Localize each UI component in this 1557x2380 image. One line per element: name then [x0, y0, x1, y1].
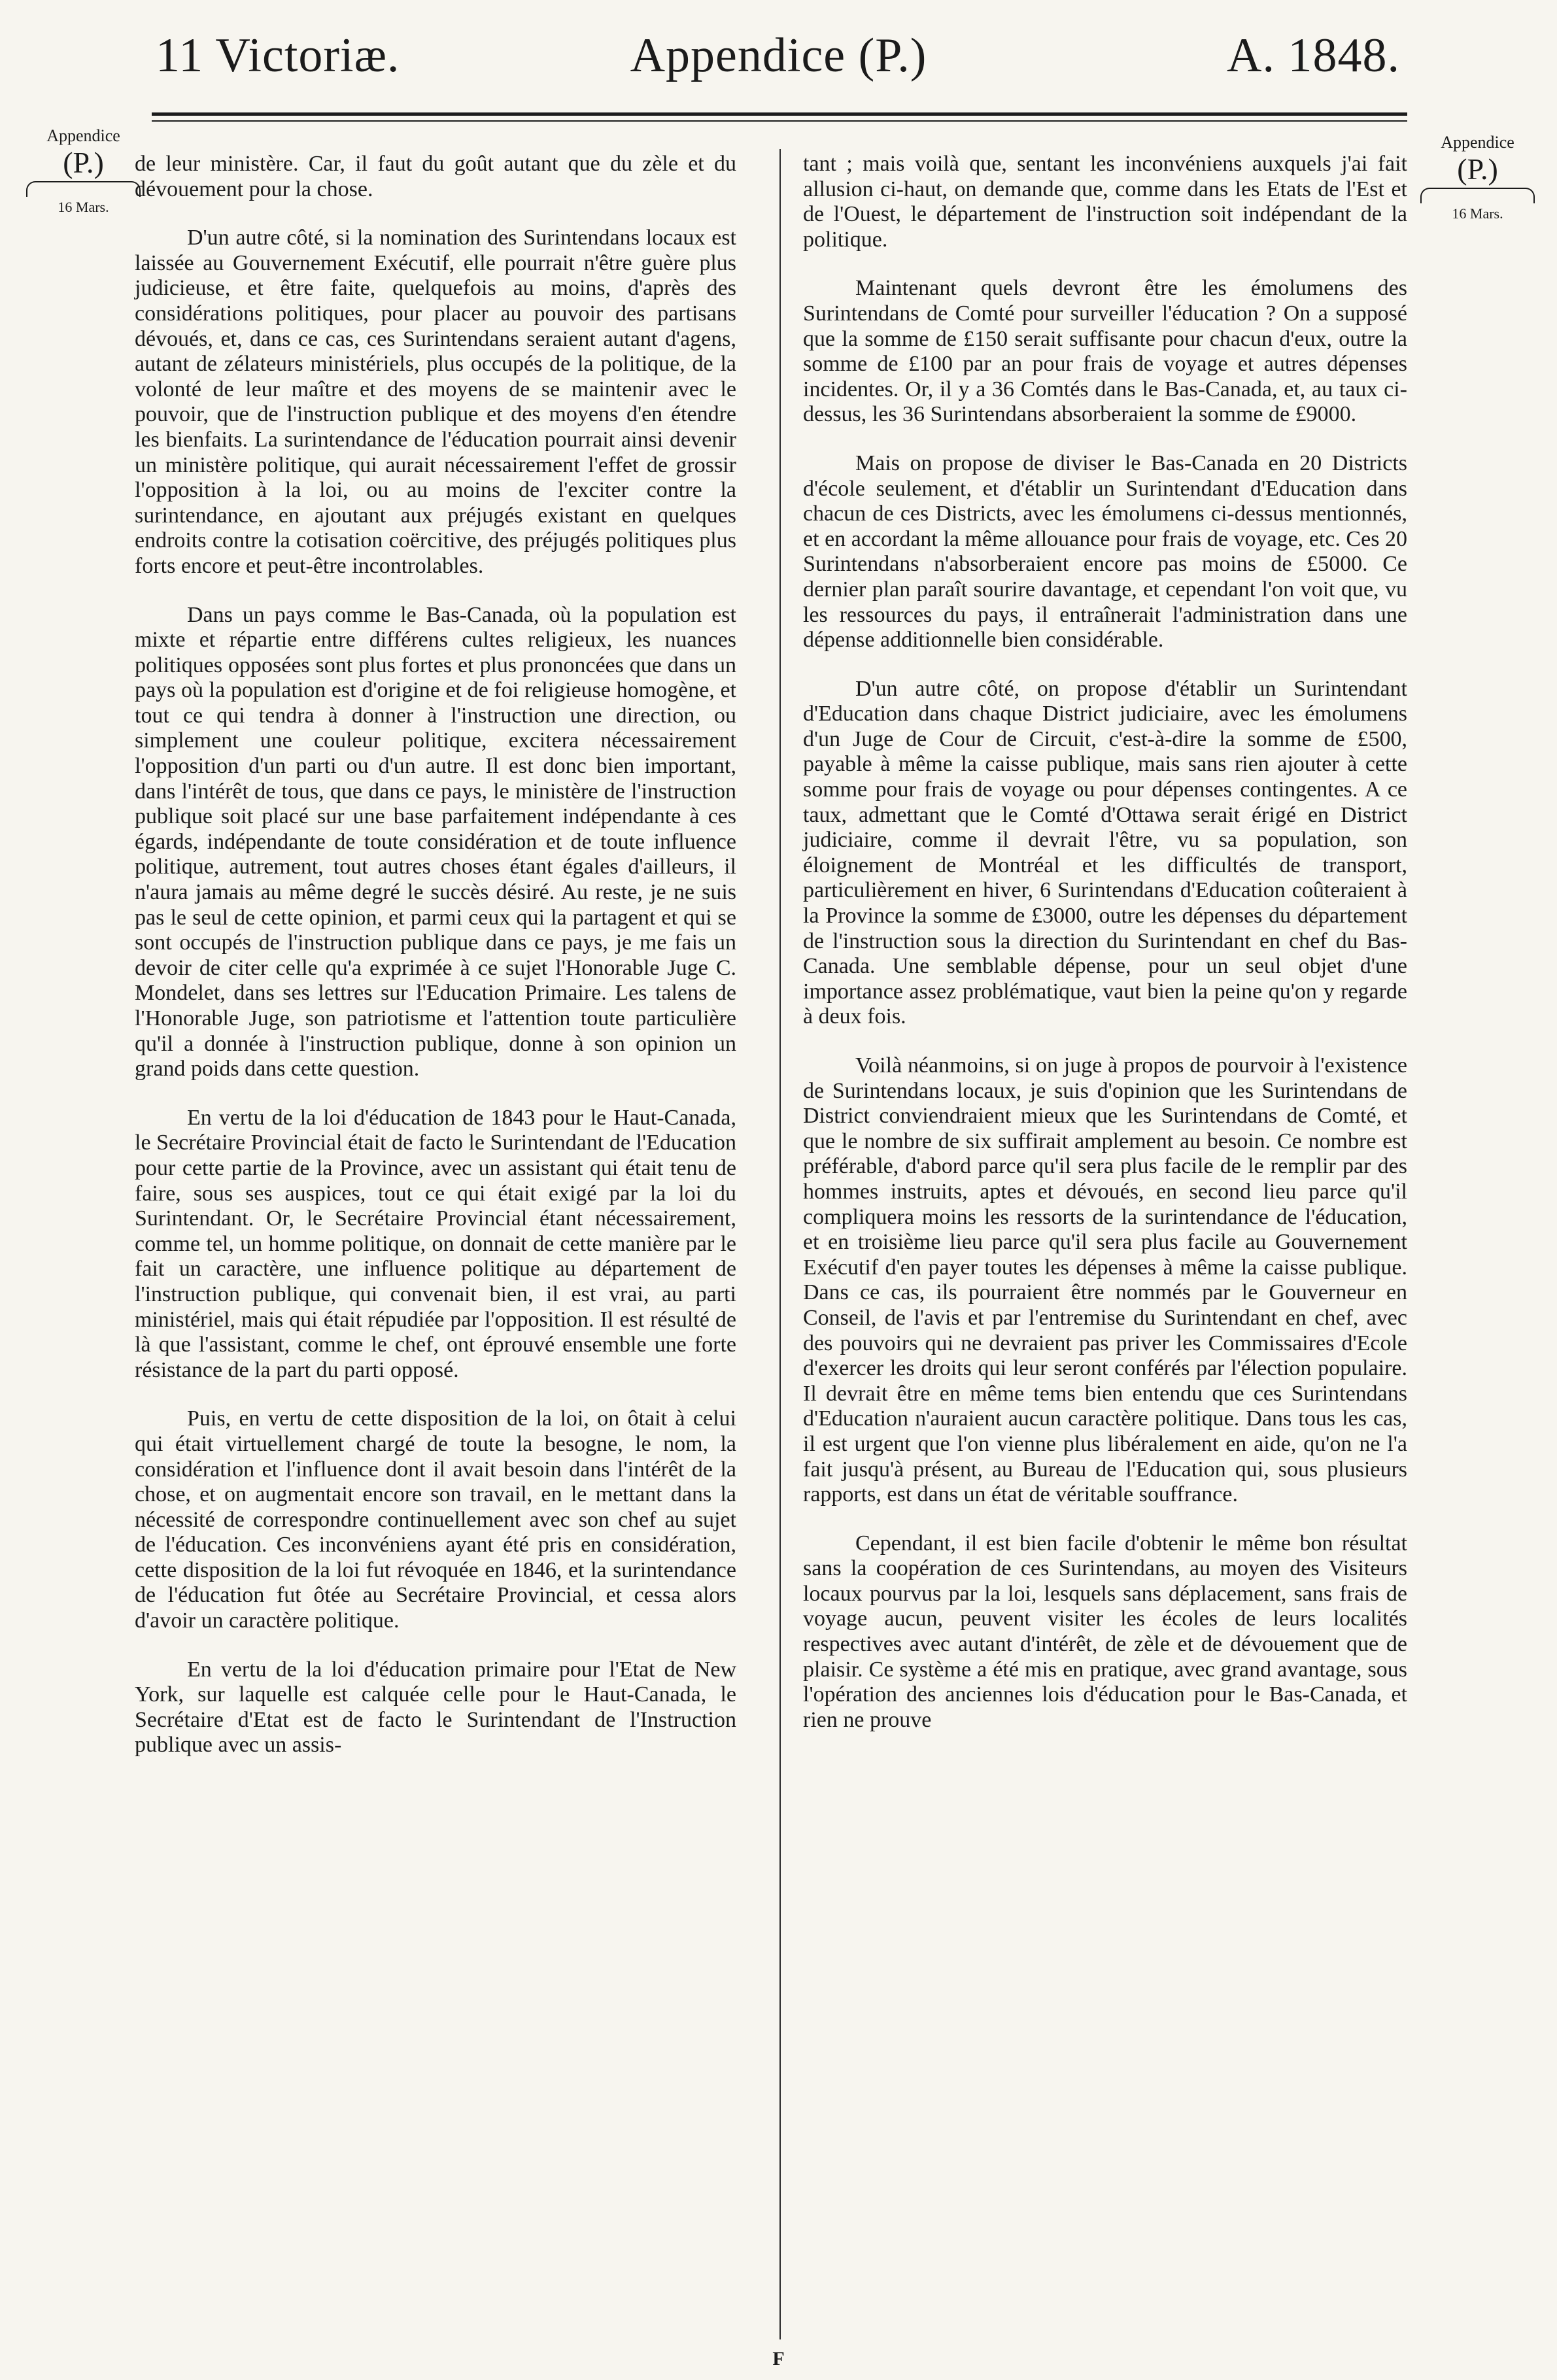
margin-label: Appendice	[46, 126, 120, 145]
paragraph: Puis, en vertu de cette disposition de la loi, on ôtait à celui qui était virtuellement chargé de toute la besogne, le nom, la considération et l'influence dont il avait besoin dans l'intérêt de la chose, et on augmentait encore son travail, en le mettant dans la nécessité de correspondre continuellement avec son chef au sujet de l'éducation. Ces inconvéniens ayant été pris en considération, cette disposition de la loi fut révoquée en 1846, et la surintendance de l'éducation fut ôtée au Secrétaire Provincial, et cessa alors d'avoir un caractère politique.	[135, 1406, 736, 1633]
header-year: A. 1848.	[1227, 29, 1400, 82]
paragraph: Maintenant quels devront être les émolumens des Surintendans de Comté pour surveiller l'éducation ? On a supposé que la somme de £150 serait suffisante pour chacun d'eux, outre la somme de £100 par an pour frais de voyage et autres dépenses incidentes. Or, il y a 36 Comtés dans le Bas-Canada, et, au taux ci-dessus, les 36 Surintendans absorberaient la somme de £9000.	[803, 276, 1407, 427]
header-rule	[152, 112, 1407, 116]
paragraph: Mais on propose de diviser le Bas-Canada en 20 Districts d'école seulement, et d'établir un Surintendant d'Education dans chacun de ces Districts, avec les émolumens ci-dessus mentionnés, et en accordant la même allouance pour frais de voyage, etc. Ces 20 Surintendans n'absorberaient encore pas moins de £5000. Ce dernier plan paraît sourire davantage, et cependant l'on voit que, vu les ressources du pays, il entraînerait l'administration dans une dépense additionnelle bien considérable.	[803, 450, 1407, 653]
column-divider	[779, 149, 781, 2339]
paragraph: tant ; mais voilà que, sentant les inconvéniens auxquels j'ai fait allusion ci-haut, on demande que, comme dans les Etats de l'Est et de l'Ouest, le département de l'instruction soit indépendant de la politique.	[803, 152, 1407, 252]
margin-brace	[26, 181, 141, 197]
right-column	[803, 152, 1407, 1756]
margin-label: Appendice	[1441, 133, 1514, 152]
margin-note-right	[1414, 133, 1541, 223]
header-rule-thin	[152, 120, 1407, 122]
margin-date: 16 Mars.	[58, 199, 109, 215]
paragraph: de leur ministère. Car, il faut du goût autant que du zèle et du dévouement pour la chose.	[135, 152, 736, 201]
margin-mark: (P.)	[1457, 152, 1498, 186]
margin-mark: (P.)	[63, 146, 104, 179]
margin-brace	[1420, 188, 1535, 203]
margin-date: 16 Mars.	[1452, 205, 1503, 222]
header-session: 11 Victoriæ.	[156, 29, 400, 82]
header-title: Appendice (P.)	[630, 29, 927, 82]
paragraph: En vertu de la loi d'éducation de 1843 pour le Haut-Canada, le Secrétaire Provincial était de facto le Surintendant de l'Education pour cette partie de la Province, avec un assistant qui était tenu de faire, sous ses auspices, tout ce qui était exigé par la loi du Surintendant. Or, le Secrétaire Provincial étant nécessairement, comme tel, un homme politique, on donnait de cette manière par le fait un caractère, une influence politique au département de l'instruction publique, qui convenait bien, il est vrai, au parti ministériel, mais qui était répudiée par l'opposition. Il est résulté de là que l'assistant, comme le chef, ont éprouvé ensemble une forte résistance de la part du parti opposé.	[135, 1105, 736, 1382]
paragraph: Voilà néanmoins, si on juge à propos de pourvoir à l'existence de Surintendans locaux, je suis d'opinion que les Surintendans de District conviendraient mieux que les Surintendans de Comté, et que le nombre de six suffirait amplement au besoin. Ce nombre est préférable, d'abord parce qu'il sera plus facile de le remplir par des hommes instruits, aptes et dévoués, en second lieu parce qu'il compliquera moins les ressorts de la surintendance de l'éducation, et en troisième lieu parce qu'il sera plus facile au Gouvernement Exécutif d'en payer toutes les dépenses à même la caisse publique. Dans ce cas, ils pourraient être nommés par le Gouverneur en Conseil, de l'avis et par l'entremise du Surintendant en chef, avec des pouvoirs qui ne devraient pas priver les Commissaires d'Ecole d'exercer les droits qui leur seront conférés par l'élection populaire. Il devrait être en même tems bien entendu que ces Surintendans d'Education n'auraient aucun caractère politique. Dans tous les cas, il est urgent que l'on vienne plus libéralement en aide, qu'on ne l'a fait jusqu'à présent, au Bureau de l'Education qui, sous plusieurs rapports, est dans un état de véritable souffrance.	[803, 1053, 1407, 1507]
paragraph: D'un autre côté, on propose d'établir un Surintendant d'Education dans chaque District judiciaire, avec les émolumens d'un Juge de Cour de Circuit, c'est-à-dire la somme de £500, payable à même la caisse publique, mais sans rien ajouter à cette somme pour frais de voyage ou pour dépenses contingentes. A ce taux, admettant que le Comté d'Ottawa serait érigé en District judiciaire, comme il devrait l'être, vu sa population, son éloignement de Montréal et les difficultés de transport, particulièrement en hiver, 6 Surintendans d'Education coûteraient à la Province la somme de £3000, outre les dépenses du département de l'instruction sous la direction du Surintendant en chef du Bas-Canada. Une semblable dépense, pour un seul objet d'une importance assez problématique, vaut bien la peine qu'on y regarde à deux fois.	[803, 676, 1407, 1029]
left-column	[135, 152, 736, 1782]
signature-mark: F	[772, 2348, 785, 2370]
paragraph: D'un autre côté, si la nomination des Surintendans locaux est laissée au Gouvernement Exécutif, elle pourrait n'être guère plus judicieuse, et être faite, quelquefois au moins, d'après des considérations politiques, pour placer au pouvoir des partisans dévoués, et, dans ce cas, ces Surintendans seraient autant d'agens, autant de zélateurs ministériels, plus occupés de la politique, de la volonté de leur maître et des moyens de se maintenir avec le pouvoir, que de l'instruction publique et des moyens d'en étendre les bienfaits. La surintendance de l'éducation pourrait ainsi devenir un ministère politique, qui aurait nécessairement l'effet de grossir l'opposition à la loi, ou au moins de l'exciter contre la surintendance, en ajoutant aux préjugés existant en quelques endroits contre la cotisation coërcitive, des préjugés politiques plus forts encore et peut-être incontrolables.	[135, 226, 736, 578]
paragraph: Cependant, il est bien facile d'obtenir le même bon résultat sans la coopération de ces Surintendans, au moyen des Visiteurs locaux pourvus par la loi, lesquels sans déplacement, sans frais de voyage aucun, peuvent visiter les écoles de leurs localités respectives avec autant d'intérêt, de zèle et de dévouement que de plaisir. Ce système a été mis en pratique, avec grand avantage, sous l'opération des anciennes lois d'éducation pour le Bas-Canada, et rien ne prouve	[803, 1531, 1407, 1732]
paragraph: En vertu de la loi d'éducation primaire pour l'Etat de New York, sur laquelle est calquée celle pour le Haut-Canada, le Secrétaire d'Etat est de facto le Surintendant de l'Instruction publique avec un assis-	[135, 1657, 736, 1758]
paragraph: Dans un pays comme le Bas-Canada, où la population est mixte et répartie entre différens cultes religieux, les nuances politiques opposées sont plus fortes et plus prononcées que dans un pays où la population est d'origine et de foi religieuse homogène, et tout ce qui tendra à donner à l'instruction une direction, ou simplement une couleur politique, excitera nécessairement l'opposition d'un parti ou d'un autre. Il est donc bien important, dans l'intérêt de tous, que dans ce pays, le ministère de l'instruction publique soit placé sur une base parfaitement indépendante à ces égards, indépendante de toute considération et de toute influence politique, autrement, tout autres choses étant égales d'ailleurs, il n'aura jamais au même degré le succès désiré. Au reste, je ne suis pas le seul de cette opinion, et parmi ceux qui la partagent et qui se sont occupés de l'instruction publique dans ce pays, je me fais un devoir de citer celle qu'a exprimée à ce sujet l'Honorable Juge C. Mondelet, dans ses lettres sur l'Education Primaire. Les talens de l'Honorable Juge, son patriotisme et l'attention toute particulière qu'il a donnée à l'instruction publique, donne à son opinion un grand poids dans cette question.	[135, 602, 736, 1081]
margin-note-left	[20, 126, 147, 216]
